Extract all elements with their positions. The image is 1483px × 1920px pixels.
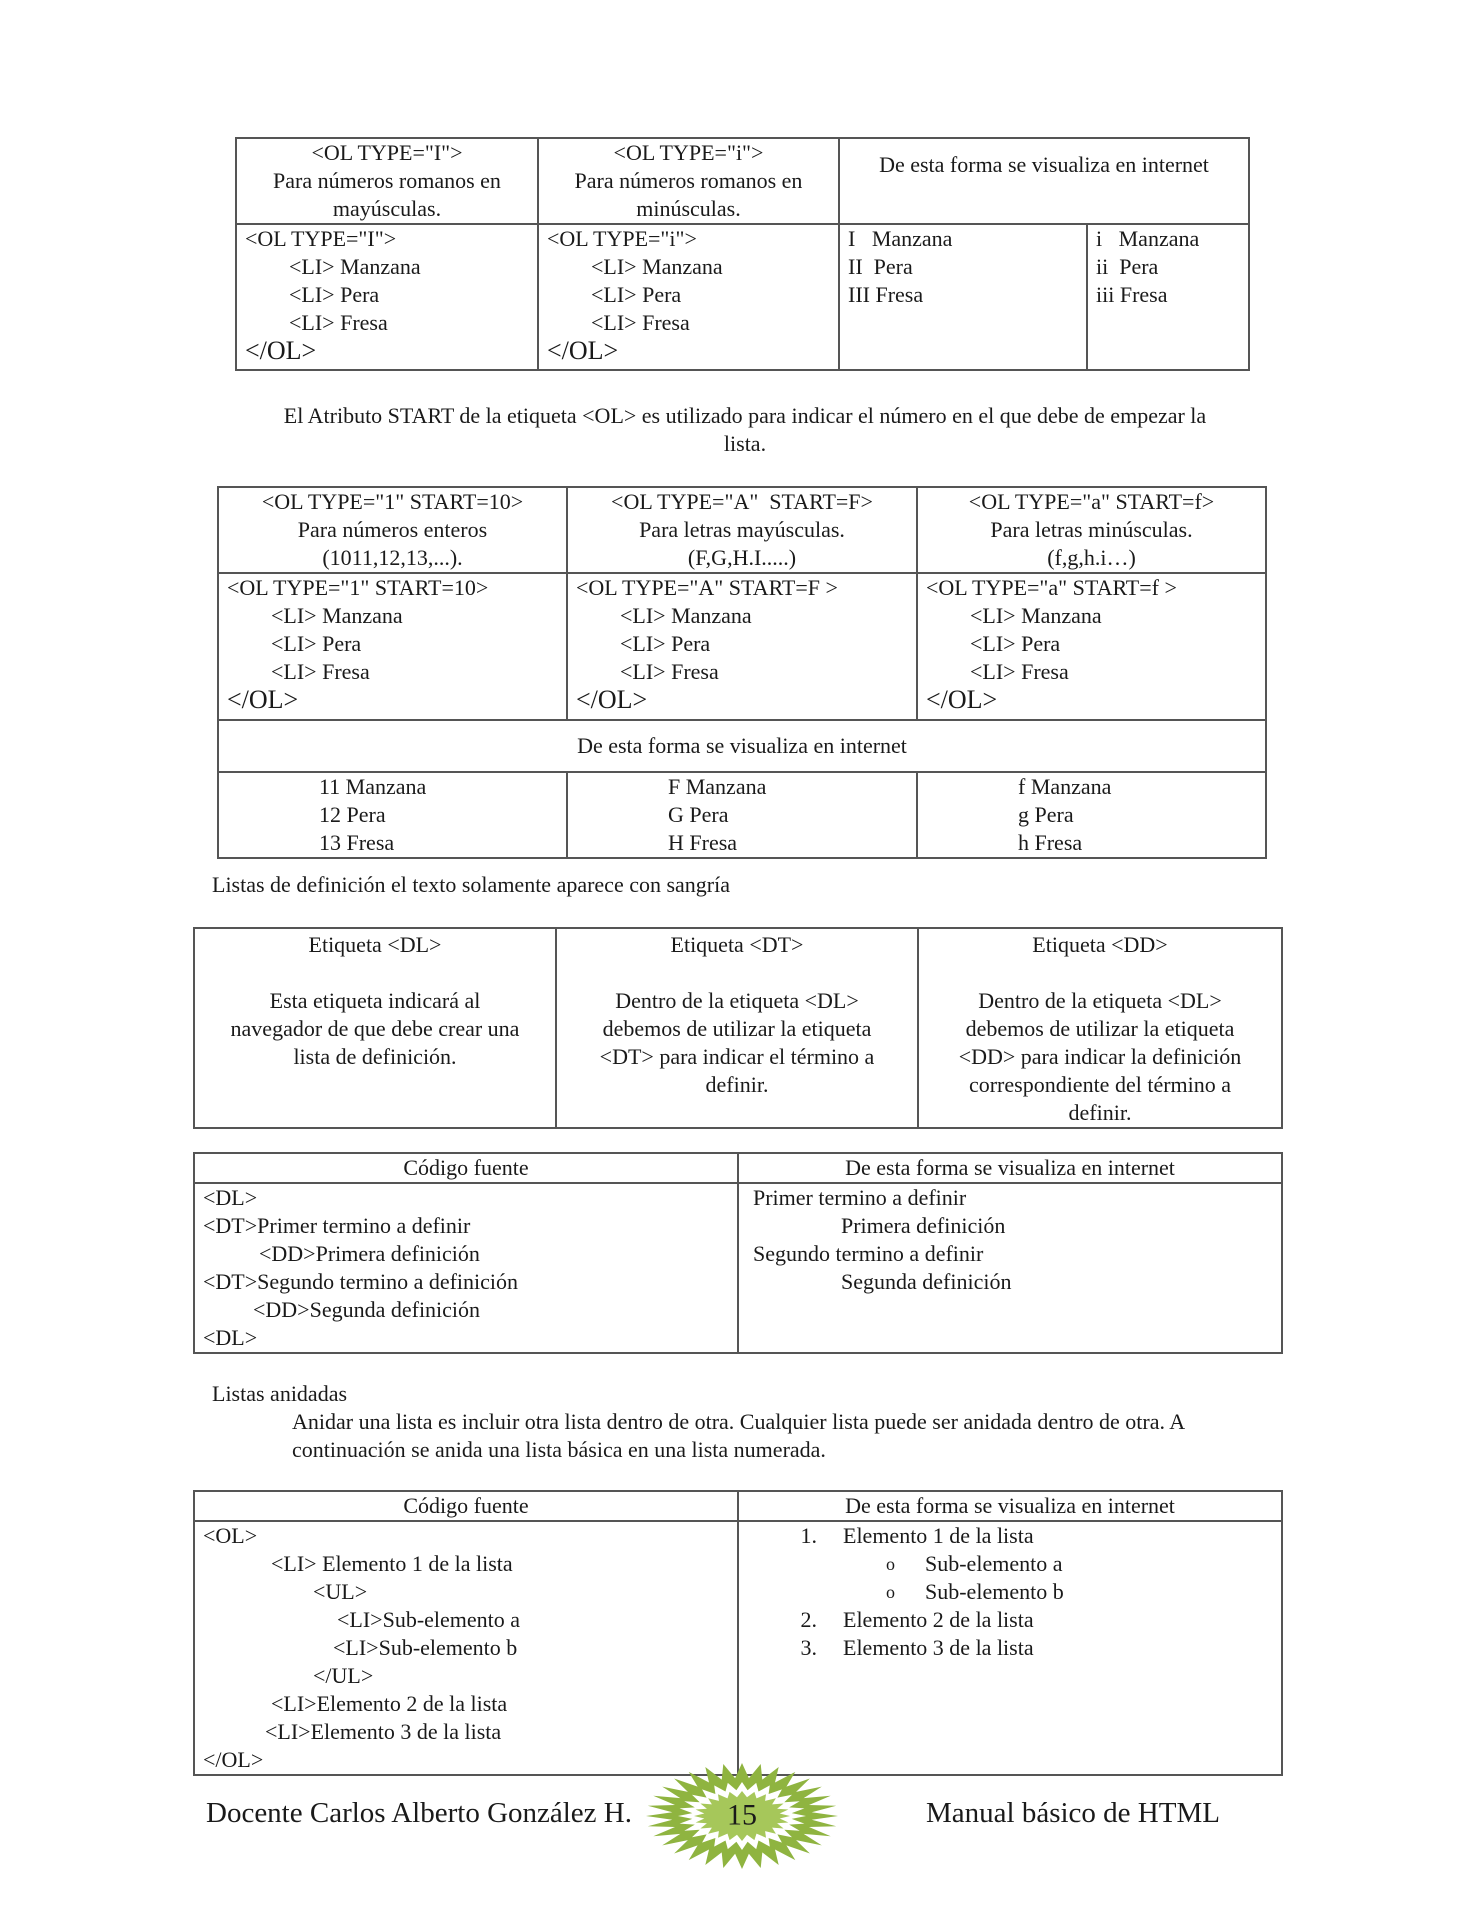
render-header-label: De esta forma se visualiza en internet xyxy=(845,1155,1175,1180)
definition-intro-text: Listas de definición el texto solamente aparece con sangría xyxy=(212,872,731,897)
render-cell xyxy=(218,772,567,858)
render-line: f Manzana xyxy=(1018,774,1112,799)
render-sublist-item xyxy=(747,1578,1273,1606)
code-cell xyxy=(917,573,1266,720)
start-list-table xyxy=(217,486,1267,859)
header-code: <OL TYPE="i"> xyxy=(613,140,764,165)
tag-desc-line: definir. xyxy=(705,1072,769,1097)
spacer xyxy=(203,959,547,987)
roman-lower-header xyxy=(538,138,839,224)
render-line: Segunda definición xyxy=(841,1269,1012,1294)
circle-bullet-icon: o xyxy=(886,1582,895,1602)
render-list-item xyxy=(747,1522,1273,1550)
code-line: <LI>Sub-elemento b xyxy=(333,1635,518,1660)
render-line: 12 Pera xyxy=(319,802,386,827)
tag-desc-line: debemos de utilizar la etiqueta xyxy=(602,1016,872,1041)
render-line: ii Pera xyxy=(1096,254,1159,279)
render-line: G Pera xyxy=(668,802,729,827)
code-header xyxy=(194,1153,738,1183)
header-desc: Para letras mayúsculas. xyxy=(639,517,845,542)
render-line: g Pera xyxy=(1018,802,1074,827)
render-line: 11 Manzana xyxy=(319,774,427,799)
code-line: <DL> xyxy=(203,1325,258,1350)
definition-tags-table xyxy=(193,927,1283,1129)
tag-title: Etiqueta <DT> xyxy=(670,932,804,957)
render-cell xyxy=(839,224,1087,370)
list-marker: 1. xyxy=(800,1523,817,1548)
list-text: Elemento 1 de la lista xyxy=(843,1523,1034,1548)
header-desc: mayúsculas. xyxy=(332,196,442,221)
code-line: <LI> Fresa xyxy=(620,659,719,684)
code-line: <LI> Fresa xyxy=(591,310,690,335)
code-line: <OL TYPE="i"> xyxy=(547,226,697,251)
tag-desc-line: Dentro de la etiqueta <DL> xyxy=(615,988,859,1013)
circle-bullet-icon: o xyxy=(886,1554,895,1574)
tag-desc-line: Dentro de la etiqueta <DL> xyxy=(978,988,1222,1013)
header-code: <OL TYPE="1" START=10> xyxy=(261,489,524,514)
code-line: <UL> xyxy=(313,1579,368,1604)
render-line: h Fresa xyxy=(1018,830,1083,855)
page-number: 15 xyxy=(727,1798,757,1832)
nested-lists-section xyxy=(212,1380,1287,1464)
render-cell xyxy=(567,772,917,858)
render-line: Primera definición xyxy=(841,1213,1006,1238)
code-line: <OL TYPE="1" START=10> xyxy=(227,575,489,600)
render-cell xyxy=(1087,224,1249,370)
list-text: Sub-elemento b xyxy=(925,1579,1064,1604)
code-line: </OL> xyxy=(227,685,299,714)
code-line: <DT>Primer termino a definir xyxy=(203,1213,471,1238)
nested-title: Listas anidadas xyxy=(212,1381,348,1406)
tag-desc-line: definir. xyxy=(1068,1100,1132,1125)
code-cell xyxy=(194,1521,738,1775)
list-text: Sub-elemento a xyxy=(925,1551,1063,1576)
dt-tag-cell xyxy=(556,928,918,1128)
code-line: </OL> xyxy=(245,336,317,365)
code-line: <OL TYPE="I"> xyxy=(245,226,397,251)
render-list-item xyxy=(747,1634,1273,1662)
render-header xyxy=(738,1491,1282,1521)
code-cell xyxy=(538,224,839,370)
code-cell xyxy=(236,224,538,370)
code-line: <OL TYPE="a" START=f > xyxy=(926,575,1177,600)
render-header-label: De esta forma se visualiza en internet xyxy=(577,733,907,758)
code-line: </OL> xyxy=(576,685,648,714)
code-line: <LI> Manzana xyxy=(271,603,403,628)
render-line: H Fresa xyxy=(668,830,738,855)
header-desc: (f,g,h.i…) xyxy=(1047,545,1136,570)
paragraph-line: Anidar una lista es incluir otra lista dentro de otra. Cualquier lista puede ser anidada dentro de otra. A xyxy=(292,1409,1186,1434)
author-text: Docente Carlos Alberto González H. xyxy=(206,1797,632,1829)
code-line: <LI> Manzana xyxy=(591,254,723,279)
code-line: </OL> xyxy=(203,1747,264,1772)
tag-desc-line: navegador de que debe crear una xyxy=(230,1016,520,1041)
render-line: i Manzana xyxy=(1096,226,1200,251)
code-line: </OL> xyxy=(926,685,998,714)
render-line: F Manzana xyxy=(668,774,767,799)
code-line: <LI> Fresa xyxy=(271,659,370,684)
code-line: <DD>Primera definición xyxy=(259,1241,480,1266)
render-line: Segundo termino a definir xyxy=(753,1241,984,1266)
code-line: <LI>Elemento 2 de la lista xyxy=(271,1691,508,1716)
definition-intro xyxy=(212,871,730,899)
tag-desc-line: Esta etiqueta indicará al xyxy=(269,988,481,1013)
code-line: <LI> Pera xyxy=(271,631,362,656)
list-text: Elemento 3 de la lista xyxy=(843,1635,1034,1660)
roman-list-table xyxy=(235,137,1250,371)
start-upper-header xyxy=(567,487,917,573)
page-number-badge xyxy=(644,1762,840,1870)
spacer xyxy=(927,959,1273,987)
code-line: <LI> Elemento 1 de la lista xyxy=(271,1551,513,1576)
dl-tag-cell xyxy=(194,928,556,1128)
code-line: </UL> xyxy=(313,1663,374,1688)
render-line: 13 Fresa xyxy=(319,830,395,855)
tag-title: Etiqueta <DL> xyxy=(308,932,442,957)
header-desc: (1011,12,13,...). xyxy=(322,545,463,570)
header-desc: minúsculas. xyxy=(636,196,741,221)
code-line: <LI> Pera xyxy=(591,282,682,307)
tag-desc-line: correspondiente del término a xyxy=(968,1072,1232,1097)
list-marker: 3. xyxy=(800,1635,817,1660)
render-cell xyxy=(738,1521,1282,1775)
render-line: I Manzana xyxy=(848,226,953,251)
render-line: iii Fresa xyxy=(1096,282,1168,307)
start-numeric-header xyxy=(218,487,567,573)
render-list-item xyxy=(747,1606,1273,1634)
render-cell xyxy=(738,1183,1282,1353)
render-sublist-item xyxy=(747,1550,1273,1578)
tag-title: Etiqueta <DD> xyxy=(1032,932,1168,957)
code-cell xyxy=(218,573,567,720)
code-header-label: Código fuente xyxy=(403,1493,529,1518)
code-line: </OL> xyxy=(547,336,619,365)
dd-tag-cell xyxy=(918,928,1282,1128)
tag-desc-line: debemos de utilizar la etiqueta xyxy=(965,1016,1235,1041)
render-header xyxy=(218,720,1266,772)
code-cell xyxy=(567,573,917,720)
code-header xyxy=(194,1491,738,1521)
start-lower-header xyxy=(917,487,1266,573)
footer-author xyxy=(206,1797,632,1830)
code-line: <LI> Fresa xyxy=(970,659,1069,684)
code-line: <DD>Segunda definición xyxy=(253,1297,481,1322)
render-line: III Fresa xyxy=(848,282,924,307)
code-header-label: Código fuente xyxy=(403,1155,529,1180)
code-line: <LI> Fresa xyxy=(289,310,388,335)
render-line: Primer termino a definir xyxy=(753,1185,967,1210)
header-desc: (F,G,H.I.....) xyxy=(687,545,797,570)
code-line: <LI> Pera xyxy=(289,282,380,307)
nested-example-table xyxy=(193,1490,1283,1776)
render-header-label: De esta forma se visualiza en internet xyxy=(879,152,1209,177)
code-cell xyxy=(194,1183,738,1353)
tag-desc-line: <DT> para indicar el término a xyxy=(599,1044,875,1069)
tag-desc-line: lista de definición. xyxy=(293,1044,457,1069)
code-line: <LI> Manzana xyxy=(970,603,1102,628)
code-line: <LI>Sub-elemento a xyxy=(337,1607,521,1632)
footer-title xyxy=(926,1797,1220,1830)
code-line: <LI> Manzana xyxy=(620,603,752,628)
list-marker: 2. xyxy=(800,1607,817,1632)
header-desc: Para números romanos en xyxy=(574,168,803,193)
manual-title-text: Manual básico de HTML xyxy=(926,1797,1220,1829)
header-desc: Para números enteros xyxy=(297,517,488,542)
render-header xyxy=(738,1153,1282,1183)
header-code: <OL TYPE="A" START=F> xyxy=(611,489,873,514)
render-line: II Pera xyxy=(848,254,913,279)
code-line: <OL TYPE="A" START=F > xyxy=(576,575,838,600)
render-cell xyxy=(917,772,1266,858)
header-desc: Para letras minúsculas. xyxy=(990,517,1193,542)
render-header-label: De esta forma se visualiza en internet xyxy=(845,1493,1175,1518)
spacer xyxy=(565,959,909,987)
header-code: <OL TYPE="a" START=f> xyxy=(968,489,1215,514)
code-line: <LI>Elemento 3 de la lista xyxy=(265,1719,502,1744)
paragraph-line: El Atributo START de la etiqueta <OL> es utilizado para indicar el número en el que debe de empezar la xyxy=(283,403,1207,428)
header-code: <OL TYPE="I"> xyxy=(311,140,463,165)
paragraph-line: continuación se anida una lista básica en una lista numerada. xyxy=(292,1437,826,1462)
code-line: <LI> Manzana xyxy=(289,254,421,279)
tag-desc-line: <DD> para indicar la definición xyxy=(958,1044,1242,1069)
start-attribute-paragraph xyxy=(230,402,1260,458)
code-line: <OL> xyxy=(203,1523,258,1548)
header-desc: Para números romanos en xyxy=(273,168,501,193)
code-line: <LI> Pera xyxy=(970,631,1061,656)
render-header xyxy=(839,138,1249,224)
list-text: Elemento 2 de la lista xyxy=(843,1607,1034,1632)
code-line: <DL> xyxy=(203,1185,258,1210)
code-line: <LI> Pera xyxy=(620,631,711,656)
roman-upper-header xyxy=(236,138,538,224)
definition-example-table xyxy=(193,1152,1283,1354)
code-line: <DT>Segundo termino a definición xyxy=(203,1269,519,1294)
paragraph-line: lista. xyxy=(723,431,767,456)
